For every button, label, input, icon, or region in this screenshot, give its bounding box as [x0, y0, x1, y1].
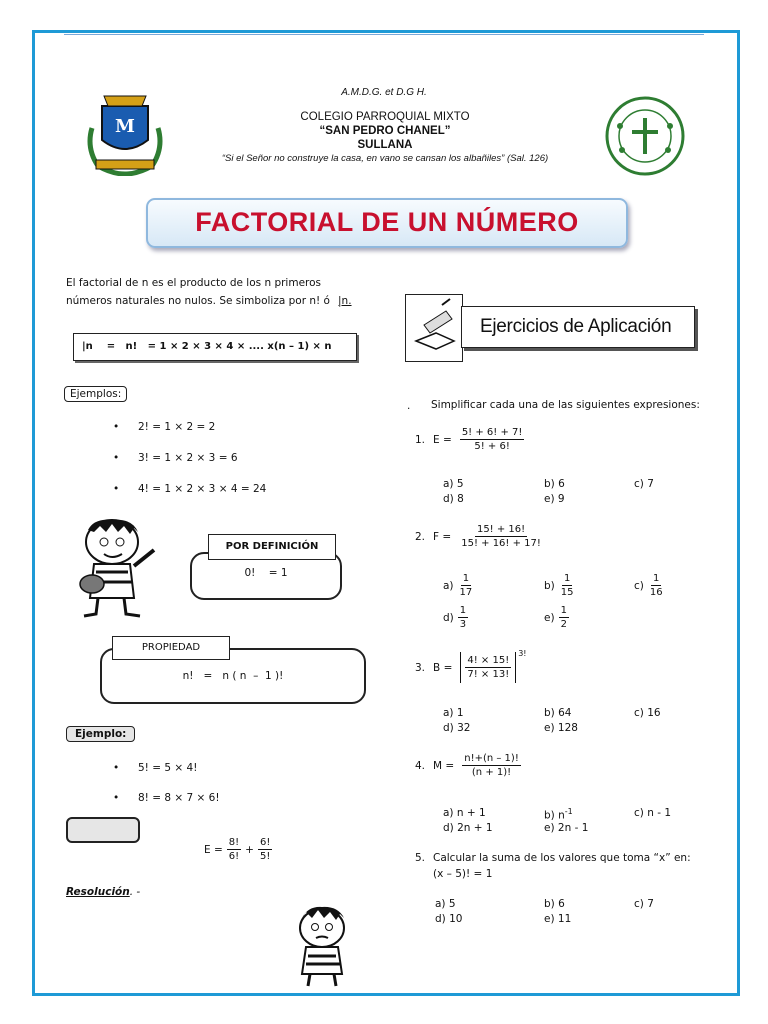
problem-1: 1. E = $\frac{5! + 6! + 7!}{5! + 6!}$: [415, 427, 523, 452]
ejemplo-label: Ejemplo:: [66, 726, 135, 742]
header-quote: “Si el Señor no construye la casa, en vano se cansan los albañiles” (Sal. 126): [221, 153, 549, 164]
page-title: FACTORIAL DE UN NÚMERO: [195, 207, 579, 237]
cartoon-boy-football-image: [74, 516, 164, 622]
school-city: SULLANA: [357, 139, 413, 151]
problem-5-text: Calcular la suma de los valores que toma “x” en:: [433, 852, 691, 864]
option[interactable]: d) 2n + 1: [443, 822, 493, 834]
resolucion-heading: Resolución. -: [66, 886, 141, 898]
problem-2: 2. F = $\frac{15! + 16!}{15! + 16! + 17!}$: [415, 524, 541, 549]
option[interactable]: b) 6: [544, 478, 565, 490]
option[interactable]: c) 16: [634, 707, 661, 719]
fraction: $\frac{15! + 16!}{15! + 16! + 17!}$: [461, 524, 541, 549]
option[interactable]: a) 5: [443, 478, 464, 490]
problem-3: 3. B = $\frac{4! \times 15!}{7! \times 13!}$ $^{3!}$: [415, 652, 527, 683]
exercises-title: Ejercicios de Aplicación: [480, 316, 672, 337]
problem-5-number: 5.: [415, 852, 426, 864]
instruction-dot: .: [407, 400, 411, 412]
property-value: n! = n ( n – 1 )!: [182, 670, 284, 682]
option[interactable]: d) 8: [443, 493, 464, 505]
fraction: $\frac{5! + 6! + 7!}{5! + 6!}$: [461, 427, 523, 452]
problem-5-equation: (x – 5)! = 1: [433, 868, 493, 880]
option[interactable]: e) 11: [544, 913, 572, 925]
definition-value: 0! = 1: [244, 567, 288, 579]
option[interactable]: a) n + 1: [443, 807, 486, 819]
school-crest-logo: [82, 88, 168, 176]
option[interactable]: e) 2n - 1: [544, 822, 589, 834]
bracket-expression: $\frac{4! \times 15!}{7! \times 13!}$: [460, 652, 516, 683]
option[interactable]: d) $\frac{1}{3}$: [443, 605, 467, 630]
intro-line-1: El factorial de n es el producto de los n primeros: [66, 277, 322, 289]
example-expression: [204, 836, 272, 863]
option[interactable]: e) $\frac{1}{2}$: [544, 605, 567, 630]
factorial-symbol: |n.: [338, 295, 352, 307]
option[interactable]: a) $\frac{1}{17}$: [443, 573, 473, 598]
option[interactable]: d) 32: [443, 722, 471, 734]
ejemplo-item: • 5! = 5 × 4!: [138, 762, 197, 774]
expr-lhs: E =: [204, 843, 223, 856]
ejemplo-item: • 8! = 8 × 7 × 6!: [138, 792, 220, 804]
motto-top: A.M.D.G. et D.G H.: [341, 87, 427, 98]
option[interactable]: b) 64: [544, 707, 572, 719]
option[interactable]: c) $\frac{1}{16}$: [634, 573, 663, 598]
ejemplos-label: Ejemplos:: [64, 386, 127, 402]
fraction: $\frac{n!+(n - 1)!}{(n + 1)!}$: [464, 753, 519, 778]
archdiocese-seal-logo: [600, 96, 690, 178]
intro-line-2: números naturales no nulos. Se simboliza por n! ó: [66, 295, 330, 307]
property-label: PROPIEDAD: [112, 636, 230, 660]
problem-4: 4. M = $\frac{n!+(n - 1)!}{(n + 1)!}$: [415, 753, 519, 778]
option[interactable]: c) n - 1: [634, 807, 672, 819]
school-name-2: “SAN PEDRO CHANEL”: [319, 125, 451, 137]
exponent: 3!: [518, 649, 527, 658]
books-icon: [405, 294, 463, 362]
top-rule: [64, 34, 704, 35]
school-name: COLEGIO PARROQUIAL MIXTO: [300, 111, 470, 123]
plus-sign: +: [245, 843, 254, 856]
option[interactable]: b) $\frac{1}{15}$: [544, 573, 574, 598]
option[interactable]: b) $n^{-1}$: [544, 807, 573, 822]
option[interactable]: d) 10: [435, 913, 463, 925]
option[interactable]: c) 7: [634, 898, 654, 910]
svg-text:M: M: [115, 116, 135, 137]
option[interactable]: a) 1: [443, 707, 464, 719]
option[interactable]: e) 9: [544, 493, 565, 505]
option[interactable]: e) 128: [544, 722, 578, 734]
title-banner: [146, 198, 628, 248]
exercises-banner: [461, 306, 695, 348]
fraction: $\frac{8!}{6!}$: [228, 837, 240, 862]
example-item: • 3! = 1 × 2 × 3 = 6: [138, 452, 238, 464]
example-item: • 2! = 1 × 2 = 2: [138, 421, 215, 433]
instruction-text: Simplificar cada una de las siguientes expresiones:: [431, 399, 700, 411]
formula-box: [73, 333, 357, 361]
option[interactable]: b) 6: [544, 898, 565, 910]
definition-label: POR DEFINICIÓN: [208, 534, 336, 560]
example-item: • 4! = 1 × 2 × 3 × 4 = 24: [138, 483, 266, 495]
fraction: $\frac{6!}{5!}$: [259, 837, 271, 862]
option[interactable]: c) 7: [634, 478, 654, 490]
factorial-formula: |n = n! = 1 × 2 × 3 × 4 × .... x(n – 1) × n: [82, 341, 332, 352]
cartoon-boy-thinking-image: [286, 904, 360, 988]
option[interactable]: a) 5: [435, 898, 456, 910]
blank-label-box: [66, 817, 140, 843]
